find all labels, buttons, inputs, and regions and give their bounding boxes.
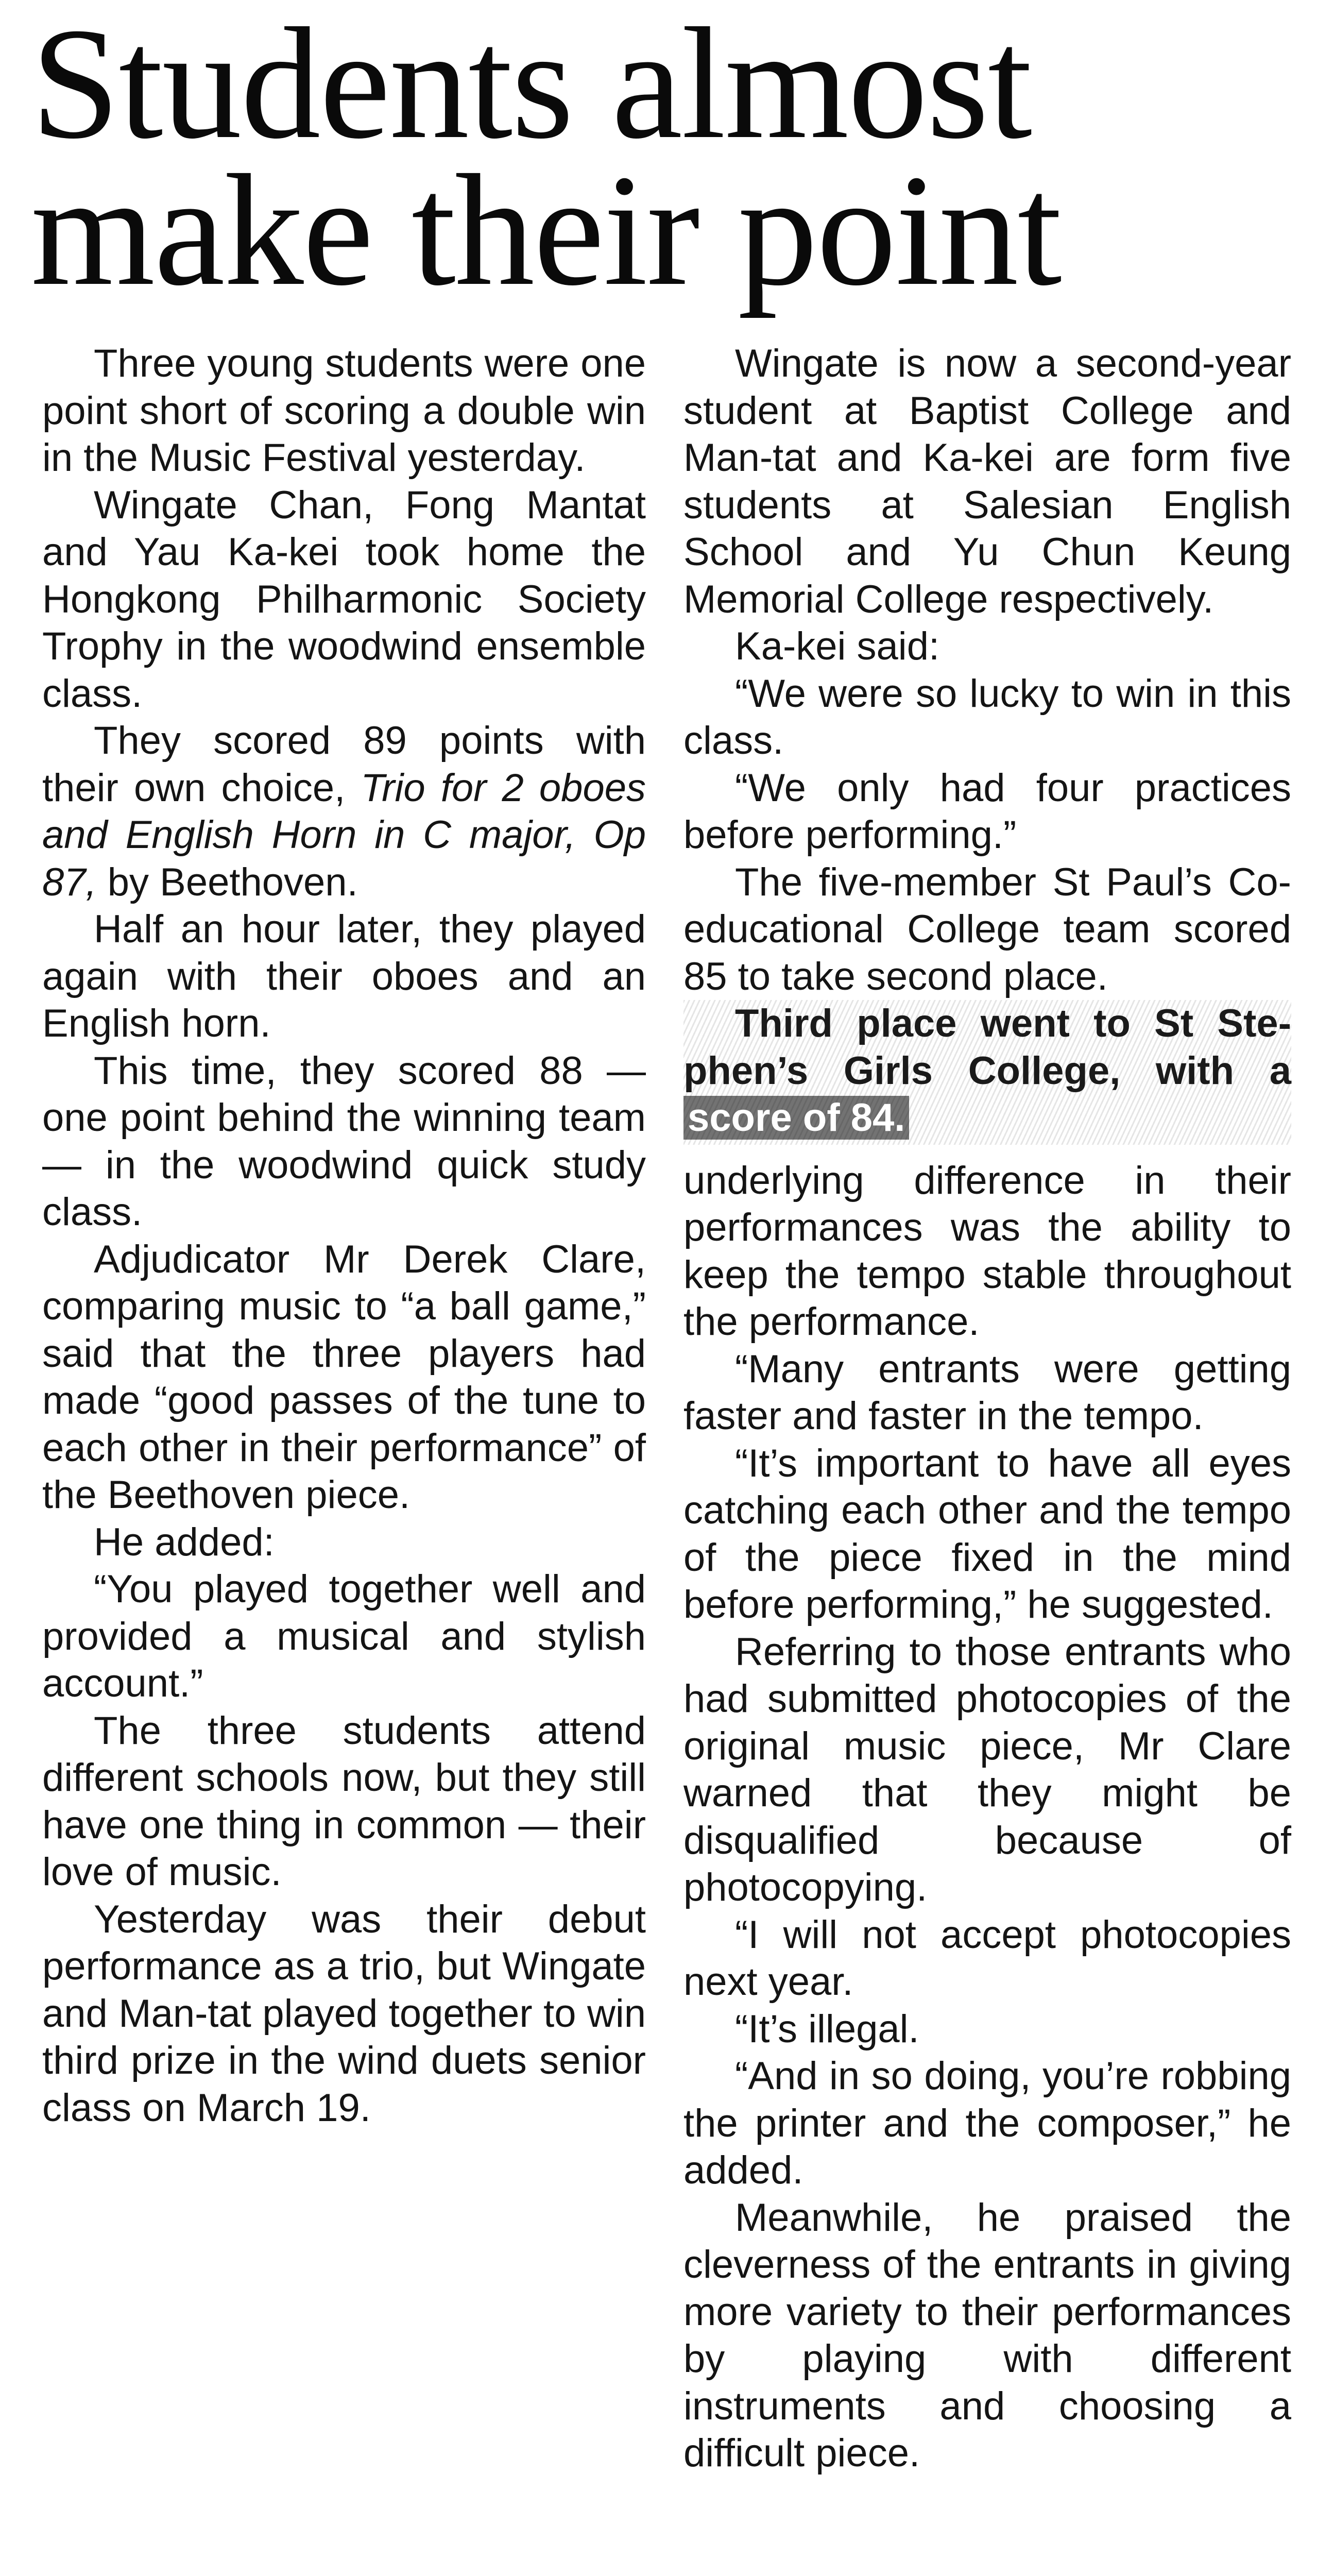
- paragraph: “And in so doing, you’re robbing the printer and the composer,” he added.: [683, 2054, 1291, 2192]
- paragraph: “We only had four practices before performing.”: [683, 766, 1291, 857]
- paragraph: Wingate is now a second-year student at Baptist College and Man-tat and Ka-kei are form five students at Salesian English School and Yu Chun Keung Memorial College respectively.: [683, 342, 1291, 621]
- paragraph-text: by Beethoven.: [96, 860, 358, 904]
- paragraph: “It’s illegal.: [735, 2007, 919, 2051]
- headline-line-1: Students almost: [31, 0, 1032, 172]
- paragraph: Meanwhile, he praised the cleverness of the entrants in giving more variety to their performances by playing with different instruments and choosing a difficult piece.: [683, 2195, 1291, 2475]
- paragraph-text: They scored 89 points with their own choice,: [42, 719, 646, 810]
- smudged-score-text: score of 84.: [683, 1096, 909, 1140]
- paragraph: The three students attend different schools now, but they still have one thing in common — their love of music.: [42, 1708, 646, 1894]
- paragraph: “You played together well and provided a musical and stylish account.”: [42, 1567, 646, 1705]
- headline-line-2: make their point: [31, 142, 1061, 319]
- paragraph-text: Third place went to St Stephen’s Girls College, with a: [683, 1002, 1291, 1093]
- paragraph: Referring to those entrants who had submitted photocopies of the original music piece, Mr Clare warned that they might be disqualified because of photocopying.: [683, 1630, 1291, 1909]
- paragraph: Adjudicator Mr Derek Clare, comparing music to “a ball game,” said that the three players had made “good passes of the tune to each other in their performance” of the Beethoven piece.: [42, 1237, 646, 1517]
- smudged-paragraph: [683, 1000, 1291, 1145]
- paragraph: “I will not accept photocopies next year.: [683, 1912, 1291, 2004]
- headline: [31, 0, 1291, 319]
- paragraph: Wingate Chan, Fong Mantat and Yau Ka-kei took home the Hongkong Philharmonic Society Trophy in the woodwind ensemble class.: [42, 483, 646, 716]
- article-body: [31, 340, 1291, 2477]
- paragraph: Three young students were one point short of scoring a double win in the Music Festival yesterday.: [42, 342, 646, 480]
- paragraph: The five-member St Paul’s Co-educational College team scored 85 to take second place.: [683, 860, 1291, 998]
- left-column: [31, 340, 654, 2477]
- paragraph: Yesterday was their debut performance as a trio, but Wingate and Man-tat played together to win third prize in the wind duets senior class on March 19.: [42, 1897, 646, 2130]
- paragraph: “Many entrants were getting faster and faster in the tempo.: [683, 1347, 1291, 1438]
- piece-title: Trio for 2 oboes and English Horn in C major, Op 87,: [42, 766, 646, 904]
- paragraph: Ka-kei said:: [735, 624, 940, 668]
- paragraph: [42, 717, 646, 906]
- paragraph: underlying difference in their performances was the ability to keep the tempo stable throughout the performance.: [683, 1158, 1291, 1344]
- paragraph: He added:: [94, 1520, 275, 1564]
- paragraph: “We were so lucky to win in this class.: [683, 671, 1291, 762]
- paragraph: Half an hour later, they played again with their oboes and an English horn.: [42, 907, 646, 1045]
- right-column: [668, 340, 1291, 2477]
- paragraph: This time, they scored 88 — one point behind the winning team — in the woodwind quick study class.: [42, 1048, 646, 1234]
- paragraph: “It’s important to have all eyes catching each other and the tempo of the piece fixed in the mind before performing,” he suggested.: [683, 1441, 1291, 1626]
